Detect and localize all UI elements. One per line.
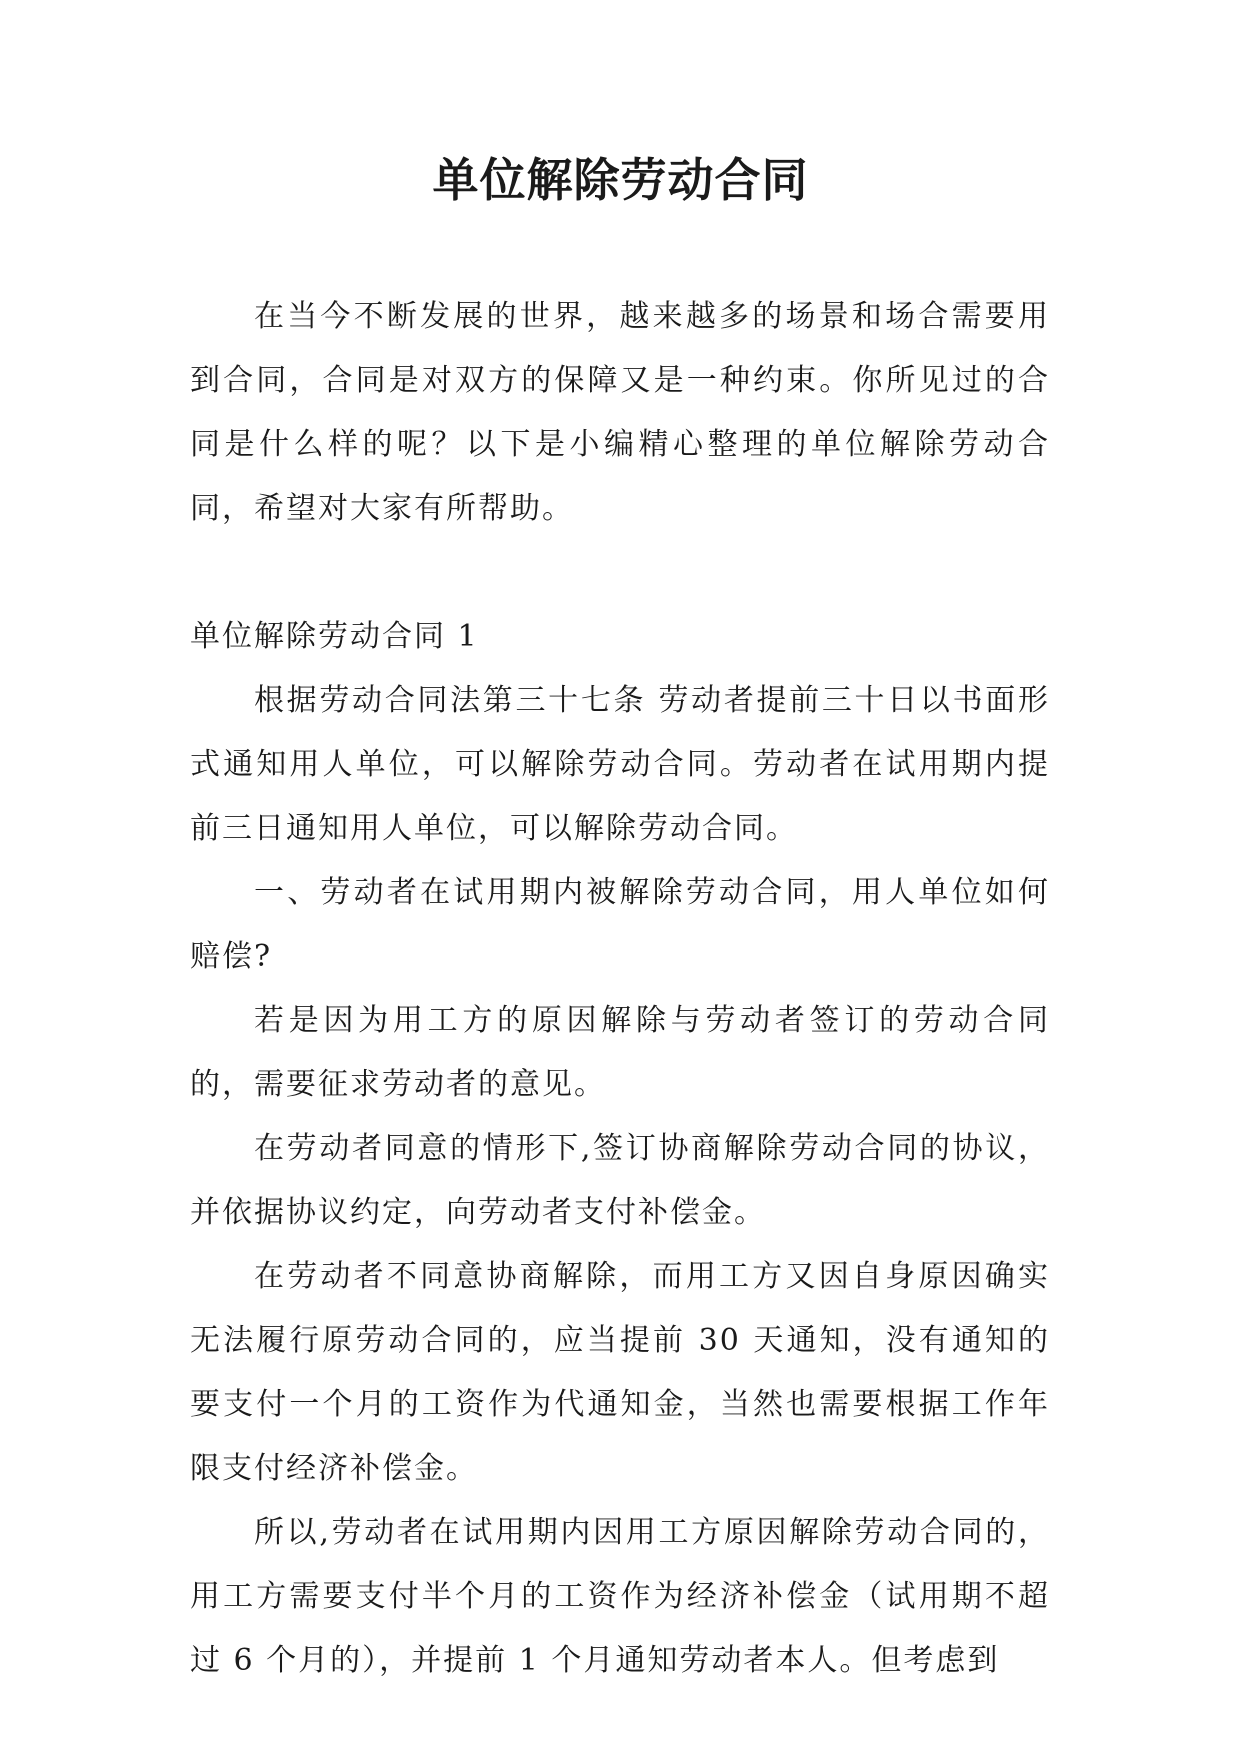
paragraph-spacer [190, 541, 1050, 605]
section-heading: 单位解除劳动合同 1 [190, 619, 479, 654]
body-paragraph: 在劳动者同意的情形下,签订协商解除劳动合同的协议，并依据协议约定，向劳动者支付补偿金。 [190, 1131, 1050, 1230]
document-body [190, 285, 1050, 1693]
body-paragraph: 根据劳动合同法第三十七条 劳动者提前三十日以书面形式通知用人单位，可以解除劳动合同。劳动者在试用期内提前三日通知用人单位，可以解除劳动合同。 [190, 683, 1050, 846]
body-paragraph: 所以,劳动者在试用期内因用工方原因解除劳动合同的，用工方需要支付半个月的工资作为经济补偿金（试用期不超过 6 个月的），并提前 1 个月通知劳动者本人。但考虑到 [190, 1515, 1050, 1678]
body-paragraph: 在劳动者不同意协商解除，而用工方又因自身原因确实无法履行原劳动合同的，应当提前 30 天通知，没有通知的要支付一个月的工资作为代通知金，当然也需要根据工作年限支付经济补偿金。 [190, 1259, 1050, 1486]
body-paragraph: 若是因为用工方的原因解除与劳动者签订的劳动合同的，需要征求劳动者的意见。 [190, 1003, 1050, 1102]
document-title: 单位解除劳动合同 [432, 153, 809, 207]
body-paragraph: 一、劳动者在试用期内被解除劳动合同，用人单位如何赔偿? [190, 875, 1050, 974]
intro-paragraph: 在当今不断发展的世界，越来越多的场景和场合需要用到合同，合同是对双方的保障又是一种约束。你所见过的合同是什么样的呢？以下是小编精心整理的单位解除劳动合同，希望对大家有所帮助。 [190, 299, 1050, 526]
